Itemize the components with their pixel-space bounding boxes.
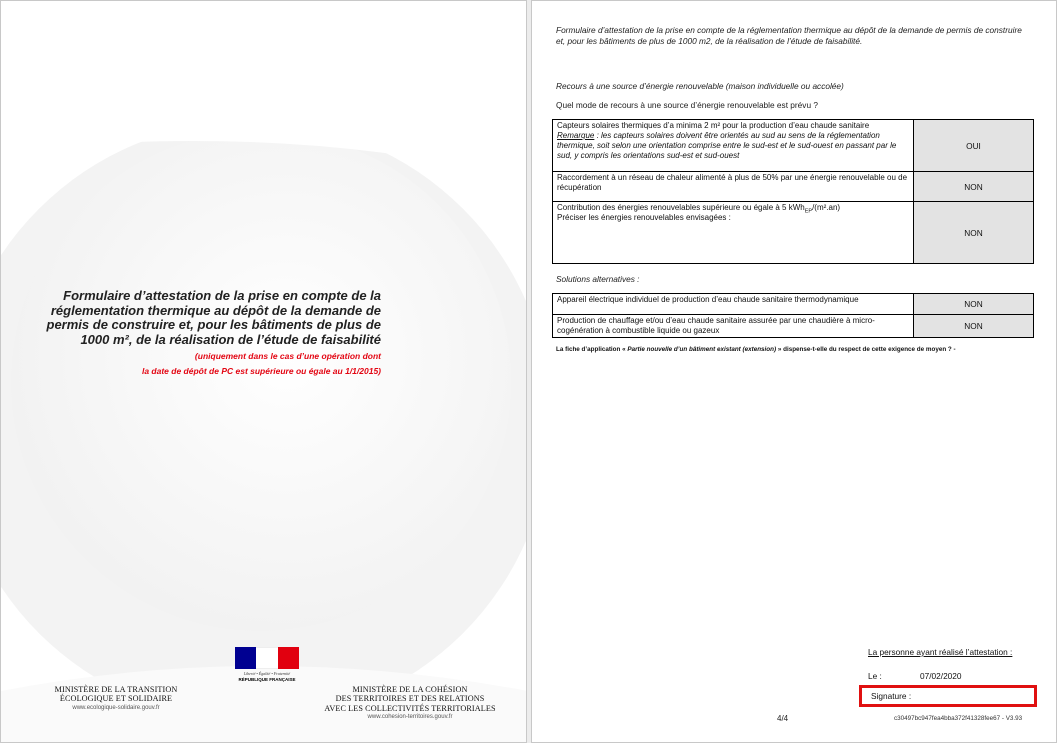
- option-solar-note-label: Remarque: [557, 131, 595, 140]
- fiche-prefix: La fiche d’application «: [556, 346, 628, 353]
- answer-renewable-contribution[interactable]: NON: [914, 202, 1034, 264]
- marianne-devise: Liberté • Égalité • Fraternité: [243, 671, 291, 676]
- option-thermodynamic-text: Appareil électrique individuel de production d’eau chaude sanitaire thermodynamique: [557, 295, 859, 304]
- ministry-2-line-1: MINISTÈRE DE LA COHÉSION: [352, 685, 468, 694]
- fiche-application-question: [556, 346, 1036, 353]
- ministry-2-line-2: DES TERRITOIRES ET DES RELATIONS: [335, 694, 485, 704]
- option-thermodynamic-cell: [553, 294, 914, 315]
- table-row: [553, 294, 1034, 315]
- cover-subtitle-line-1: (uniquement dans le cas d’une opération dont: [194, 351, 381, 361]
- alternative-solutions-table: [552, 293, 1034, 338]
- answer-thermodynamic[interactable]: NON: [914, 294, 1034, 315]
- form-header: Formulaire d’attestation de la prise en compte de la réglementation thermique au dépôt de la demande de permis de construire et, pour les bâtiments de plus de 1000 m2, de la réalisation de l’étude de faisabilité.: [556, 25, 1022, 46]
- table-row: [553, 120, 1034, 172]
- marianne-label: RÉPUBLIQUE FRANÇAISE: [238, 677, 296, 682]
- renewable-question: Quel mode de recours à une source d’énergie renouvelable est prévu ?: [556, 100, 818, 110]
- ministry-1-line-1: MINISTÈRE DE LA TRANSITION: [54, 685, 178, 694]
- option-solar-cell: [553, 120, 914, 172]
- table-row: [553, 202, 1034, 264]
- table-row: [553, 315, 1034, 338]
- option-renewable-contribution-cell: [553, 202, 914, 264]
- page-number: 4/4: [777, 714, 789, 723]
- option-solar-text: Capteurs solaires thermiques d’a minima 2 m² pour la production d’eau chaude sanitaire: [557, 121, 870, 130]
- signature-heading: La personne ayant réalisé l’attestation :: [868, 647, 1013, 657]
- ministry-cohesion-territoires: [301, 685, 519, 720]
- cover-title: Formulaire d’attestation de la prise en compte de la réglementation thermique au dépôt de la demande de permis de construire et, pour les bâtiments de plus de 1000 m², de la réalisation de l’étude de faisabilité: [46, 288, 381, 347]
- signature-date-value: 07/02/2020: [920, 671, 962, 681]
- option-heat-network-cell: [553, 172, 914, 202]
- fiche-suffix: » dispense-t-elle du respect de cette exigence de moyen ? -: [776, 346, 956, 353]
- option-micro-cogeneration-cell: [553, 315, 914, 338]
- option-contribution-text: Contribution des énergies renouvelables supérieure ou égale à 5 kWh: [557, 203, 805, 212]
- section-alternative-solutions: Solutions alternatives :: [556, 274, 640, 284]
- option-contribution-subscript: EP: [804, 208, 813, 215]
- ministry-1-url: www.ecologique-solidaire.gouv.fr: [72, 704, 160, 711]
- ministry-2-url: www.cohesion-territoires.gouv.fr: [367, 714, 453, 721]
- table-row: [553, 172, 1034, 202]
- section-renewable-energy: Recours à une source d’énergie renouvelable (maison individuelle ou accolée): [556, 81, 844, 91]
- ministry-2-line-3: AVEC LES COLLECTIVITÉS TERRITORIALES: [324, 703, 496, 713]
- answer-heat-network[interactable]: NON: [914, 172, 1034, 202]
- answer-solar[interactable]: OUI: [914, 120, 1034, 172]
- answer-micro-cogeneration[interactable]: NON: [914, 315, 1034, 338]
- cover-page: [0, 0, 527, 743]
- option-solar-note-text: : les capteurs solaires doivent être orientés au sud au sens de la réglementation thermique, soit selon une orientation comprise entre le sud-est et le sud-ouest en passant par le sud, y compris les orientations sud-est et sud-ouest: [557, 131, 897, 160]
- signature-date-label: Le :: [868, 671, 882, 681]
- document-hash-version: c30497bc947fea4bba372f41328fee67 - V3.93: [894, 715, 1023, 722]
- ministry-1-line-2: ÉCOLOGIQUE ET SOLIDAIRE: [59, 694, 173, 704]
- fiche-title: Partie nouvelle d’un bâtiment existant (extension): [627, 346, 777, 353]
- option-contribution-unit: /(m².an): [812, 203, 841, 212]
- ministry-transition-ecologique: [31, 685, 201, 711]
- signature-label: Signature :: [871, 691, 912, 701]
- option-micro-cogeneration-text: Production de chauffage et/ou d’eau chaude sanitaire assurée par une chaudière à micro-cogénération à combustible liquide ou gazeux: [557, 316, 875, 335]
- renewable-options-table: [552, 119, 1034, 264]
- signature-field[interactable]: [859, 685, 1037, 707]
- marianne-logo: [235, 647, 299, 682]
- marianne-flag: [235, 647, 299, 669]
- option-heat-network-text: Raccordement à un réseau de chaleur alimenté à plus de 50% par une énergie renouvelable ou de récupération: [557, 173, 908, 192]
- cover-subtitle-line-2: la date de dépôt de PC est supérieure ou égale au 1/1/2015): [141, 366, 381, 376]
- form-page: [531, 0, 1057, 743]
- option-contribution-precise: Préciser les énergies renouvelables envisagées :: [557, 213, 731, 222]
